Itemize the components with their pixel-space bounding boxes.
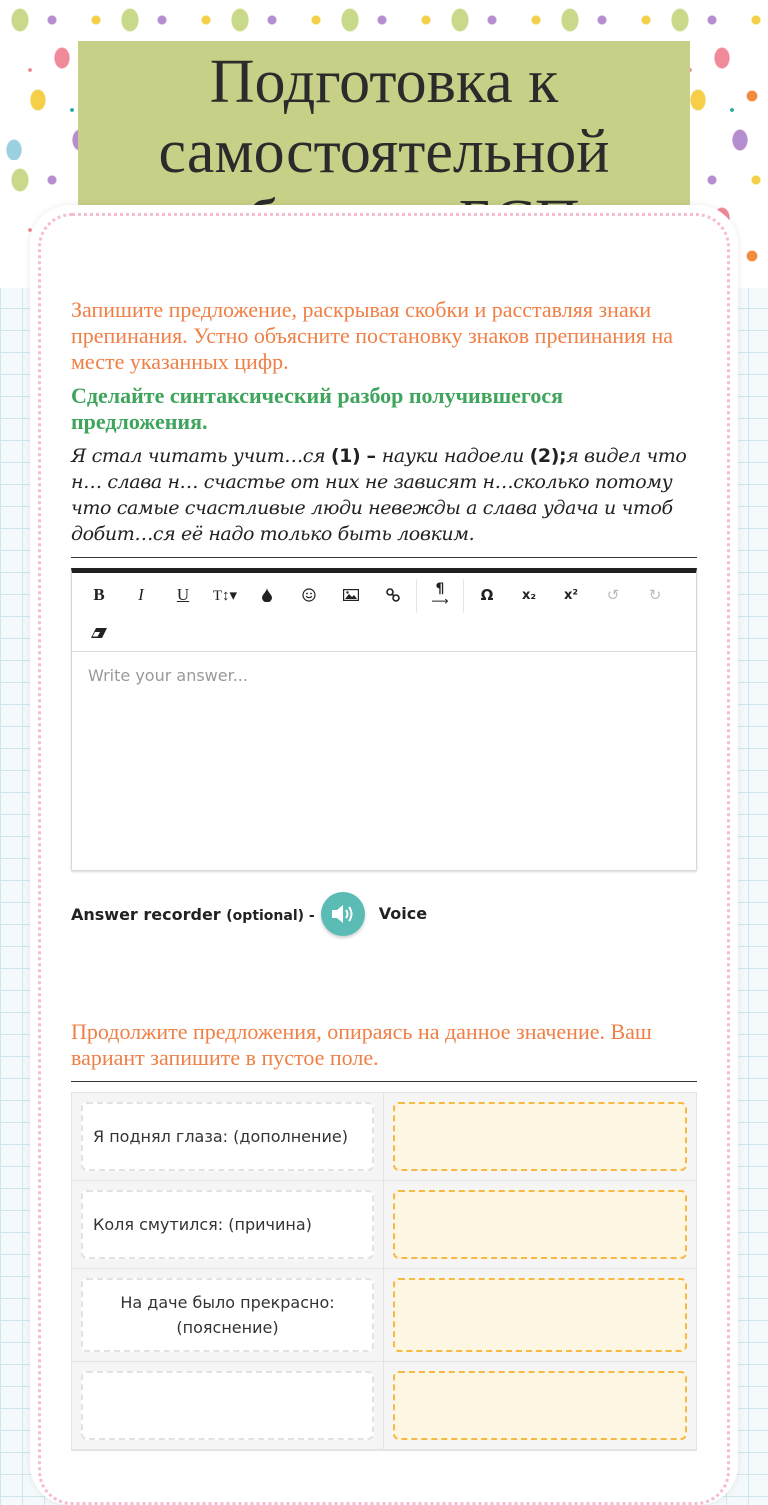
sentence-part2: науки надоели <box>381 445 530 467</box>
arrow-right-icon: ⟶ <box>431 594 449 608</box>
bold-button[interactable] <box>78 577 120 613</box>
mark-2: (2); <box>529 445 567 467</box>
answer-drop-field[interactable] <box>393 1278 687 1352</box>
redo-icon: ↻ <box>648 586 662 604</box>
sentence-part3: я видел что н… слава н… счастье от них не зависят н…сколько потому что самые счастливые люди невежды а слава удача и чтоб добит…ся её надо только быть ловким. <box>71 445 687 545</box>
divider <box>71 1081 697 1082</box>
table-row <box>72 1181 696 1269</box>
recorder-label-text: Answer recorder <box>71 904 221 924</box>
toolbar-separator <box>463 579 464 613</box>
answer-placeholder: Write your answer... <box>88 666 248 685</box>
eraser-icon <box>91 628 107 638</box>
image-button[interactable] <box>330 577 372 613</box>
prompt-item: На даче было прекрасно: (пояснение) <box>81 1278 374 1352</box>
answer-editor <box>71 568 697 871</box>
italic-button[interactable] <box>120 577 162 613</box>
text-color-button[interactable] <box>246 577 288 613</box>
table-row <box>72 1093 696 1181</box>
voice-record-button[interactable] <box>321 892 365 936</box>
prompt-item <box>81 1371 374 1440</box>
toolbar-separator <box>416 579 417 613</box>
undo-button[interactable] <box>592 577 634 613</box>
answer-textarea[interactable] <box>72 652 696 870</box>
speaker-icon <box>330 902 356 926</box>
superscript-button[interactable] <box>550 577 592 613</box>
emoji-button[interactable] <box>288 577 330 613</box>
match-table <box>71 1092 697 1451</box>
mark-1: (1) – <box>330 445 382 467</box>
table-row <box>72 1362 696 1450</box>
worksheet-content <box>71 297 697 1451</box>
font-size-icon: T↕▾ <box>212 587 238 604</box>
redo-button[interactable] <box>634 577 676 613</box>
bold-icon: B <box>93 585 105 604</box>
link-icon <box>386 588 400 602</box>
pilcrow-icon: ¶ <box>435 581 445 597</box>
recorder-label <box>71 905 315 924</box>
superscript-icon: x² <box>563 587 579 603</box>
subscript-icon: x₂ <box>521 587 537 603</box>
undo-icon: ↺ <box>606 586 620 604</box>
prompt-item: Коля смутился: (причина) <box>81 1190 374 1259</box>
task2-instruction: Продолжите предложения, опираясь на данное значение. Ваш вариант запишите в пустое поле. <box>71 1019 652 1070</box>
task1-sentence <box>71 443 697 547</box>
voice-label: Voice <box>378 903 428 923</box>
answer-recorder <box>71 891 697 937</box>
image-icon <box>343 589 359 601</box>
answer-drop-field[interactable] <box>393 1190 687 1259</box>
recorder-optional: (optional) - <box>226 907 315 924</box>
title-banner <box>78 41 690 231</box>
answer-drop-field[interactable] <box>393 1102 687 1171</box>
paragraph-direction-button[interactable] <box>419 577 461 613</box>
subscript-button[interactable] <box>508 577 550 613</box>
divider <box>71 557 697 558</box>
task1-instruction: Запишите предложение, раскрывая скобки и расставляя знаки препинания. Устно объясните постановку знаков препинания на месте указанных цифр. <box>71 297 673 374</box>
omega-icon: Ω <box>480 586 494 604</box>
prompt-item: Я поднял глаза: (дополнение) <box>81 1102 374 1171</box>
table-row <box>72 1269 696 1362</box>
italic-icon: I <box>138 585 144 604</box>
smiley-icon <box>302 588 316 602</box>
task1-subinstruction: Сделайте синтаксический разбор получившегося предложения. <box>71 383 564 434</box>
font-size-button[interactable] <box>204 577 246 613</box>
ink-drop-icon <box>262 588 272 602</box>
link-button[interactable] <box>372 577 414 613</box>
task2-section <box>71 1019 697 1451</box>
sentence-part1: Я стал читать учит…ся <box>71 445 331 467</box>
answer-drop-field[interactable] <box>393 1371 687 1440</box>
clear-format-button[interactable] <box>78 615 120 651</box>
underline-button[interactable] <box>162 577 204 613</box>
editor-toolbar <box>72 573 696 652</box>
special-char-button[interactable] <box>466 577 508 613</box>
underline-icon: U <box>176 585 190 604</box>
page-title: Подготовка к самостоятельной <box>158 48 610 186</box>
